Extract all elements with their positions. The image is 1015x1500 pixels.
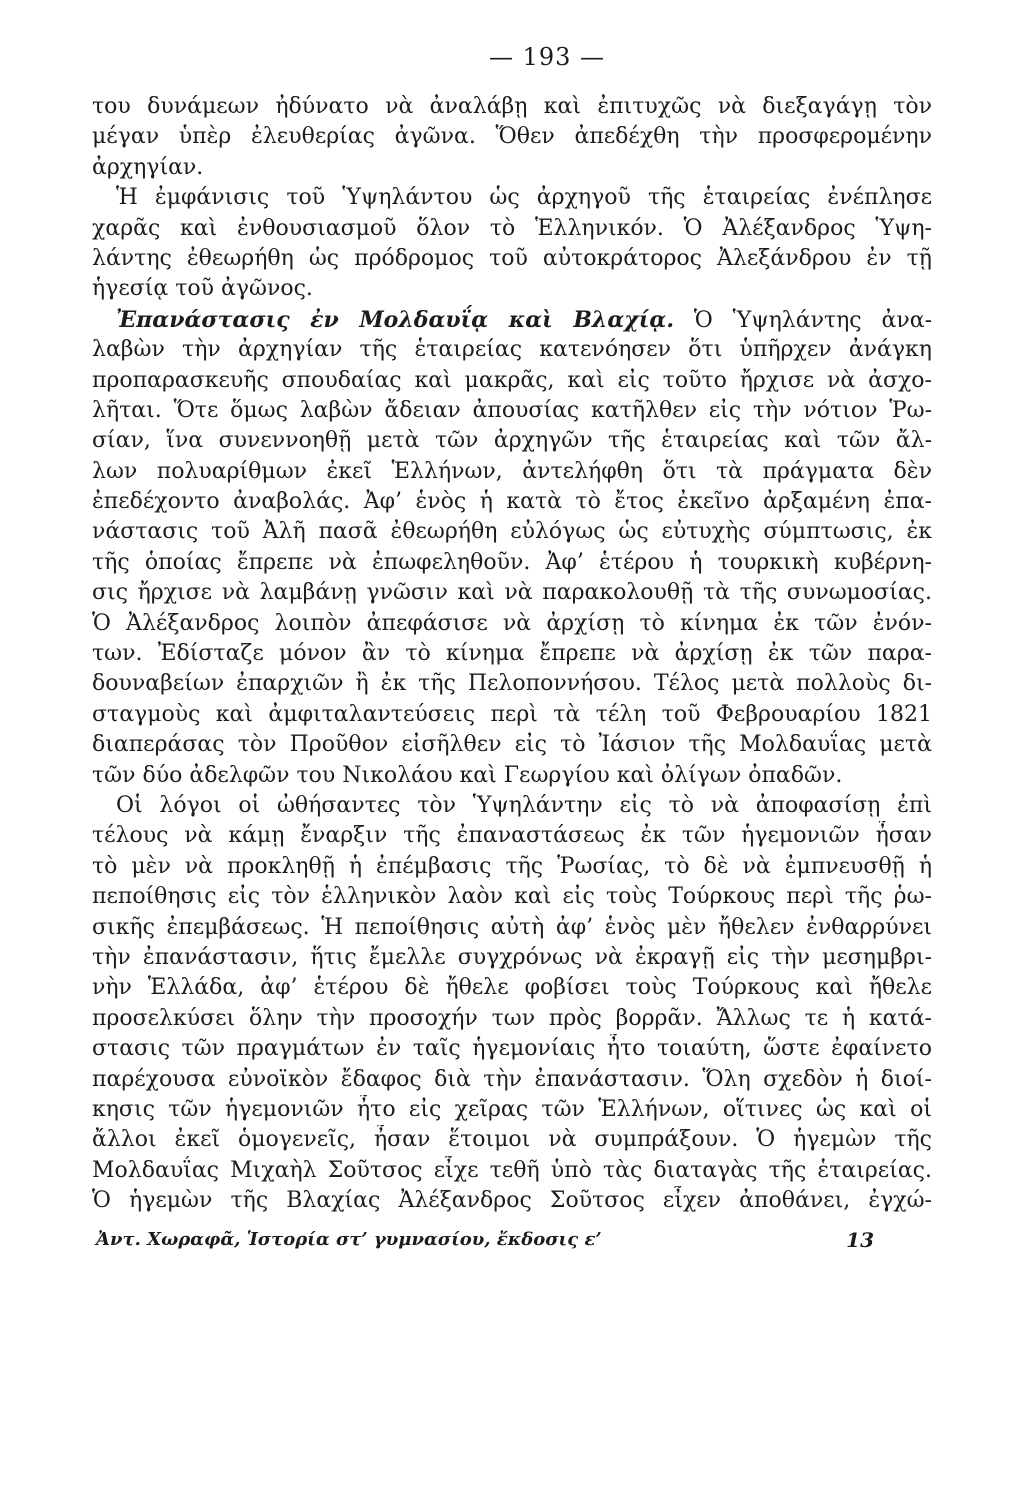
document-page xyxy=(92,40,932,1480)
page-footer xyxy=(92,1226,932,1254)
footer-citation: Ἀντ. Χωραφᾶ, Ἱστορία στ’ γυμνασίου, ἔκδοσις ε’ xyxy=(96,1229,602,1251)
text-line: Οἱ λόγοι οἱ ὠθήσαντες τὸν Ὑψηλάντην εἰς τὸ νὰ ἀποφασίσῃ ἐπὶ xyxy=(116,792,932,818)
text-line: Ὁ ἡγεμὼν τῆς Βλαχίας Ἀλέξανδρος Σοῦτσος εἶχεν ἀποθάνει, ἐγχώ- xyxy=(92,1188,932,1214)
text-line: παρέχουσα εὐνοϊκὸν ἔδαφος διὰ τὴν ἐπανάστασιν. Ὅλη σχεδὸν ἡ διοί- xyxy=(92,1066,932,1092)
section-heading-rest: Ὁ Ὑψηλάντης ἀνα- xyxy=(674,307,932,333)
page-number: — 193 — xyxy=(488,43,606,71)
signature-mark: 13 xyxy=(846,1228,874,1253)
text-line: προσελκύσει ὅλην τὴν προσοχήν των πρὸς βορρᾶν. Ἄλλως τε ἡ κατά- xyxy=(92,1005,932,1031)
text-line: λάντης ἐθεωρήθη ὡς πρόδρομος τοῦ αὐτοκράτορος Ἀλεξάνδρου ἐν τῇ xyxy=(92,245,932,271)
text-line: τὸ μὲν νὰ προκληθῇ ἡ ἐπέμβασις τῆς Ῥωσίας, τὸ δὲ νὰ ἐμπνευσθῇ ἡ xyxy=(92,853,932,879)
text-line: κησις τῶν ἡγεμονιῶν ἦτο εἰς χεῖρας τῶν Ἑλλήνων, οἵτινες ὡς καὶ οἱ xyxy=(92,1096,932,1122)
text-line: τέλους νὰ κάμῃ ἔναρξιν τῆς ἐπαναστάσεως ἐκ τῶν ἡγεμονιῶν ἦσαν xyxy=(92,823,932,849)
text-line: νὴν Ἑλλάδα, ἀφ’ ἑτέρου δὲ ἤθελε φοβίσει τοὺς Τούρκους καὶ ἤθελε xyxy=(92,975,932,1001)
text-line: τῆς ὁποίας ἔπρεπε νὰ ἐπωφεληθοῦν. Ἀφ’ ἑτέρου ἡ τουρκικὴ κυβέρνη- xyxy=(92,549,932,575)
text-line: Μολδαυΐας Μιχαὴλ Σοῦτσος εἶχε τεθῆ ὑπὸ τὰς διαταγὰς τῆς ἑταιρείας. xyxy=(92,1157,932,1183)
body-text xyxy=(92,92,932,1216)
text-line: του δυνάμεων ἠδύνατο νὰ ἀναλάβῃ καὶ ἐπιτυχῶς νὰ διεξαγάγῃ τὸν xyxy=(92,94,932,119)
text-line: ἄλλοι ἐκεῖ ὁμογενεῖς, ἦσαν ἕτοιμοι νὰ συμπράξουν. Ὁ ἡγεμὼν τῆς xyxy=(92,1127,932,1153)
text-line: σίαν, ἵνα συνεννοηθῇ μετὰ τῶν ἀρχηγῶν τῆς ἑταιρείας καὶ τῶν ἄλ- xyxy=(92,428,932,454)
text-line: χαρᾶς καὶ ἐνθουσιασμοῦ ὅλον τὸ Ἑλληνικόν. Ὁ Ἀλέξανδρος Ὑψη- xyxy=(92,215,932,241)
text-line: Ἡ ἐμφάνισις τοῦ Ὑψηλάντου ὡς ἀρχηγοῦ τῆς ἑταιρείας ἐνέπλησε xyxy=(116,185,932,211)
text-line: τῶν δύο ἀδελφῶν του Νικολάου καὶ Γεωργίου καὶ ὀλίγων ὀπαδῶν. xyxy=(92,762,843,788)
text-line: τὴν ἐπανάστασιν, ἥτις ἔμελλε συγχρόνως νὰ ἐκραγῇ εἰς τὴν μεσημβρι- xyxy=(92,944,932,970)
text-line: νάστασις τοῦ Ἀλῆ πασᾶ ἐθεωρήθη εὐλόγως ὡς εὐτυχὴς σύμπτωσις, ἐκ xyxy=(92,519,932,545)
section-heading-line xyxy=(92,305,932,335)
text-line: δουναβείων ἐπαρχιῶν ἢ ἐκ τῆς Πελοποννήσου. Τέλος μετὰ πολλοὺς δι- xyxy=(92,671,932,697)
text-line: σταγμοὺς καὶ ἀμφιταλαντεύσεις περὶ τὰ τέλη τοῦ Φεβρουαρίου 1821 xyxy=(92,701,932,727)
text-line: διαπεράσας τὸν Προῦθον εἰσῆλθεν εἰς τὸ Ἰάσιον τῆς Μολδαυΐας μετὰ xyxy=(92,732,932,758)
text-line: προπαρασκευῆς σπουδαίας καὶ μακρᾶς, καὶ εἰς τοῦτο ἤρχισε νὰ ἀσχο- xyxy=(92,367,932,393)
section-heading: Ἐπανάστασις ἐν Μολδαυΐᾳ καὶ Βλαχίᾳ. xyxy=(116,306,674,333)
text-line: λαβὼν τὴν ἀρχηγίαν τῆς ἑταιρείας κατενόησεν ὅτι ὑπῆρχεν ἀνάγκη xyxy=(92,337,932,363)
text-line: μέγαν ὑπὲρ ἐλευθερίας ἀγῶνα. Ὅθεν ἀπεδέχθη τὴν προσφερομένην xyxy=(92,124,932,150)
text-line: ἡγεσίᾳ τοῦ ἀγῶνος. xyxy=(92,276,313,302)
text-line: στασις τῶν πραγμάτων ἐν ταῖς ἡγεμονίαις ἦτο τοιαύτη, ὥστε ἐφαίνετο xyxy=(92,1036,932,1062)
text-line: ἐπεδέχοντο ἀναβολάς. Ἀφ’ ἑνὸς ἡ κατὰ τὸ ἔτος ἐκεῖνο ἀρξαμένη ἐπα- xyxy=(92,489,932,515)
text-line: σικῆς ἐπεμβάσεως. Ἡ πεποίθησις αὐτὴ ἀφ’ ἑνὸς μὲν ἤθελεν ἐνθαρρύνει xyxy=(92,914,932,940)
text-line: πεποίθησις εἰς τὸν ἑλληνικὸν λαὸν καὶ εἰς τοὺς Τούρκους περὶ τῆς ῥω- xyxy=(92,884,932,910)
text-line: Ὁ Ἀλέξανδρος λοιπὸν ἀπεφάσισε νὰ ἀρχίσῃ τὸ κίνημα ἐκ τῶν ἐνόν- xyxy=(92,610,932,636)
text-line: ἀρχηγίαν. xyxy=(92,154,204,180)
text-line: λων πολυαρίθμων ἐκεῖ Ἑλλήνων, ἀντελήφθη ὅτι τὰ πράγματα δὲν xyxy=(92,458,932,484)
text-line: σις ἤρχισε νὰ λαμβάνῃ γνῶσιν καὶ νὰ παρακολουθῇ τὰ τῆς συνωμοσίας. xyxy=(92,580,932,606)
text-line: των. Ἐδίσταζε μόνον ἂν τὸ κίνημα ἔπρεπε νὰ ἀρχίσῃ ἐκ τῶν παρα- xyxy=(92,641,932,667)
text-line: λῆται. Ὅτε ὅμως λαβὼν ἄδειαν ἀπουσίας κατῆλθεν εἰς τὴν νότιον Ῥω- xyxy=(92,397,932,423)
